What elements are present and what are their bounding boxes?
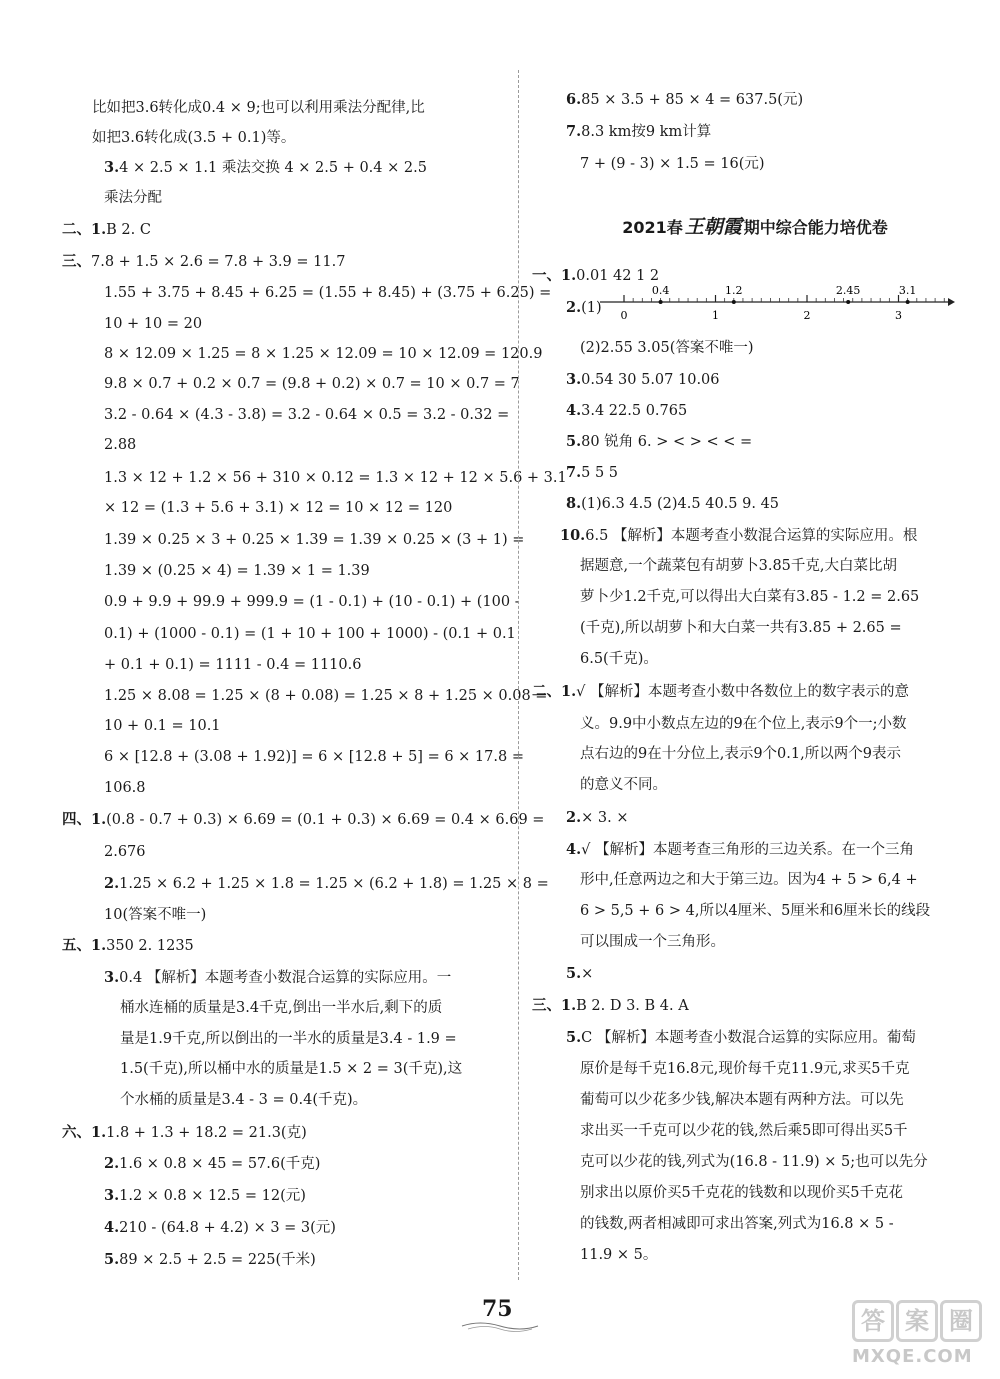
item-number: 2. [566,809,582,826]
answer-line [62,810,544,830]
answer-text: 1.6 × 0.8 × 45 = 57.6(千克) [119,1156,321,1172]
answer-text: B 2. D 3. B 4. A [576,998,689,1014]
answer-line [104,747,524,767]
watermark-char-3: 圈 [940,1300,982,1342]
answer-line [104,592,520,612]
item-number: 8. [566,495,582,512]
answer-line [104,374,520,394]
answer-line [104,314,202,334]
answer-text: 10(答案不唯一) [104,907,207,923]
answer-text: 1.5(千克),所以桶中水的质量是1.5 × 2 = 3(千克),这 [120,1061,463,1077]
answer-line [62,936,194,956]
answer-text: 11.9 × 5。 [580,1247,658,1263]
point-marker [846,300,850,304]
answer-line [580,1059,910,1079]
answer-line [104,344,542,364]
answer-text: × 12 = (1.3 + 5.6 + 3.1) × 12 = 10 × 12 = 120 [104,500,453,516]
answer-line [104,188,162,208]
answer-line [580,775,667,795]
answer-line [566,122,711,142]
answer-text: 2.88 [104,437,137,453]
answer-text: × 3. × [581,810,629,826]
answer-text: 0.01 42 1 2 [576,268,660,284]
brand-name: 王朝霞 [684,216,742,238]
answer-text: B 2. C [106,222,151,238]
answer-line [92,128,295,148]
answer-text: 原价是每千克16.8元,现价每千克11.9元,求买5千克 [580,1061,910,1077]
answer-text: 1.25 × 6.2 + 1.25 × 1.8 = 1.25 × (6.2 + 1.8) = 1.25 × 8 = [119,876,549,892]
answer-text: 如把3.6转化成(3.5 + 0.1)等。 [92,130,296,146]
answer-text: 3.2 - 0.64 × (4.3 - 3.8) = 3.2 - 0.64 × 0.5 = 3.2 - 0.32 = [104,407,510,423]
answer-text: (千克),所以胡萝卜和大白菜一共有3.85 + 2.65 = [580,620,902,636]
number-line [600,286,955,326]
answer-text: 据题意,一个蔬菜包有胡萝卜3.85千克,大白菜比胡 [580,558,898,574]
point-marker [659,300,663,304]
item-number: 3. [104,969,120,986]
section-title-text: 期中综合能力培优卷 [743,218,888,237]
column-divider [518,70,519,1280]
answer-text: √ 【解析】本题考查三角形的三边关系。在一个三角 [581,842,914,858]
item-number: 3. [104,1187,120,1204]
watermark-char-1: 答 [852,1300,894,1342]
answer-line [104,874,549,894]
answer-line [566,808,629,828]
answer-text: 点右边的9在十分位上,表示9个0.1,所以两个9表示 [580,746,901,762]
item-number: 二、1. [532,683,577,700]
tick-label: 2 [803,309,811,322]
answer-line [560,526,917,546]
point-label: 1.2 [725,286,743,297]
answer-text: 5 5 5 [581,465,619,481]
answer-text: 形中,任意两边之和大于第三边。因为4 + 5 > 6,4 + [580,872,918,888]
answer-text: 89 × 2.5 + 2.5 = 225(千米) [119,1252,316,1268]
point-label: 0.4 [651,286,670,297]
item-number: 2. [104,1155,120,1172]
point-label: 3.1 [898,286,917,297]
answer-text: 葡萄可以少花多少钱,解决本题有两种方法。可以先 [580,1092,904,1108]
answer-line [104,686,547,706]
item-number: 4. [104,1219,120,1236]
watermark [852,1300,982,1372]
answer-line [580,744,901,764]
answer-line [580,932,725,952]
answer-line [104,158,427,178]
answer-text: 1.39 × 0.25 × 3 + 0.25 × 1.39 = 1.39 × 0.25 × (3 + 1) = [104,532,525,548]
answer-line [104,905,206,925]
answer-text: 8.3 km按9 km计算 [581,124,712,140]
item-number: 六、1. [62,1124,107,1141]
item-number: 一、1. [532,267,577,284]
answer-text: 6 > 5,5 + 6 > 4,所以4厘米、5厘米和6厘米长的线段 [580,903,931,919]
answer-line [566,964,593,984]
answer-text: (1) [581,300,602,316]
answer-line [104,1186,306,1206]
answer-line [580,901,930,921]
answer-text: 桶水连桶的质量是3.4千克,倒出一半水后,剩下的质 [120,1000,443,1016]
answer-line [120,998,442,1018]
answer-text: 4 × 2.5 × 1.1 乘法交换 4 × 2.5 + 0.4 × 2.5 [119,160,427,176]
item-number: 7. [566,123,582,140]
answer-line [104,405,509,425]
answer-text: 3.4 22.5 0.765 [581,403,688,419]
answer-text: 乘法分配 [104,190,162,206]
item-number: 三、 [62,253,91,270]
answer-line [580,1090,904,1110]
answer-text: 6.5 【解析】本题考查小数混合运算的实际应用。根 [585,528,918,544]
answer-line [580,618,902,638]
answer-line [580,1121,908,1141]
page-number: 75 [482,1296,513,1322]
item-number: 四、1. [62,811,107,828]
answer-line [580,1152,928,1172]
answer-line [580,1245,657,1265]
answer-line [92,98,425,118]
answer-line [566,494,779,514]
answer-text: 义。9.9中小数点左边的9在个位上,表示9个一;小数 [580,716,907,732]
answer-text: 6.5(千克)。 [580,651,658,667]
answer-text: 1.2 × 0.8 × 12.5 = 12(元) [119,1188,306,1204]
answer-text: 1.8 + 1.3 + 18.2 = 21.3(克) [106,1125,307,1141]
answer-line [62,252,345,272]
answer-text: 个水桶的质量是3.4 - 3 = 0.4(千克)。 [120,1092,368,1108]
answer-line [62,220,151,240]
answer-text: 9.8 × 0.7 + 0.2 × 0.7 = (9.8 + 0.2) × 0.7 = 10 × 0.7 = 7 [104,376,520,392]
answer-line [566,401,687,421]
item-number: 6. [566,91,582,108]
answer-text: 量是1.9千克,所以倒出的一半水的质量是3.4 - 1.9 = [120,1031,457,1047]
item-number: 三、1. [532,997,577,1014]
answer-line [104,1154,320,1174]
answer-line [580,154,765,174]
answer-line [580,714,907,734]
item-number: 5. [566,1029,582,1046]
answer-text: 0.54 30 5.07 10.06 [581,372,720,388]
section-title-year: 2021春 [622,218,683,237]
item-number: 五、1. [62,937,107,954]
answer-line [120,1029,457,1049]
answer-line [580,587,919,607]
answer-line [104,283,551,303]
item-number: 4. [566,402,582,419]
answer-text: 10 + 0.1 = 10.1 [104,718,221,734]
item-number: 10. [560,527,586,544]
item-number: 7. [566,464,582,481]
answer-line [566,840,914,860]
answer-line [104,624,516,644]
answer-line [104,968,451,988]
answer-text: 7.8 + 1.5 × 2.6 = 7.8 + 3.9 = 11.7 [91,254,346,270]
answer-line [532,682,909,702]
point-label: 2.45 [835,286,861,297]
answer-text: 克可以少花的钱,列式为(16.8 - 11.9) × 5;也可以先分 [580,1154,928,1170]
watermark-url: MXQE.COM [852,1346,973,1367]
answer-text: 10 + 10 = 20 [104,316,203,332]
answer-line [580,870,918,890]
answer-text: 106.8 [104,780,146,796]
item-number: 二、1. [62,221,107,238]
answer-line [104,498,452,518]
tick-label: 3 [895,309,902,322]
watermark-char-2: 案 [896,1300,938,1342]
answer-text: 0.9 + 9.9 + 99.9 + 999.9 = (1 - 0.1) + (10 - 0.1) + (100 - [104,594,520,610]
answer-line [580,649,658,669]
answer-text: (0.8 - 0.7 + 0.3) × 6.69 = (0.1 + 0.3) × 6.69 = 0.4 × 6.69 = [106,812,545,828]
item-number: 3. [104,159,120,176]
answer-line [104,530,524,550]
answer-line [104,1250,316,1270]
answer-text: 比如把3.6转化成0.4 × 9;也可以利用乘法分配律,比 [92,100,425,116]
answer-text: 的钱数,两者相减即可求出答案,列式为16.8 × 5 - [580,1216,894,1232]
answer-text: 求出买一千克可以少花的钱,然后乘5即可得出买5千 [580,1123,908,1139]
answer-text: 的意义不同。 [580,777,667,793]
answer-text: 350 2. 1235 [106,938,194,954]
point-marker [732,300,736,304]
answer-text: (1)6.3 4.5 (2)4.5 40.5 9. 45 [581,496,780,512]
item-number: 4. [566,841,582,858]
answer-line [580,1214,894,1234]
answer-line [580,556,897,576]
answer-text: 1.3 × 12 + 1.2 × 56 + 310 × 0.12 = 1.3 × 12 + 12 × 5.6 + 3.1 [104,470,567,486]
item-number: 5. [104,1251,120,1268]
answer-text: C 【解析】本题考查小数混合运算的实际应用。葡萄 [581,1030,916,1046]
answer-line [104,1218,336,1238]
item-number: 5. [566,433,582,450]
answer-text: 萝卜少1.2千克,可以得出大白菜有3.85 - 1.2 = 2.65 [580,589,920,605]
item-number: 2. [566,299,582,316]
answer-line [104,561,370,581]
answer-line [566,432,752,452]
answer-line [104,655,361,675]
answer-text: + 0.1 + 0.1) = 1111 - 0.4 = 1110.6 [104,657,362,673]
answer-line [104,842,146,862]
answer-line [120,1059,462,1079]
item-number: 5. [566,965,582,982]
page-ornament [460,1318,540,1332]
answer-text: √ 【解析】本题考查小数中各数位上的数字表示的意 [576,684,909,700]
answer-text: 7 + (9 - 3) × 1.5 = 16(元) [580,156,765,172]
answer-text: 8 × 12.09 × 1.25 = 8 × 1.25 × 12.09 = 10 × 12.09 = 120.9 [104,346,543,362]
item-number: 2. [104,875,120,892]
answer-line [566,90,803,110]
answer-text: 1.39 × (0.25 × 4) = 1.39 × 1 = 1.39 [104,563,370,579]
answer-line [566,298,602,318]
answer-line [580,1183,903,1203]
answer-line [566,1028,916,1048]
answer-text: 0.4 【解析】本题考查小数混合运算的实际应用。一 [119,970,452,986]
answer-line [104,716,221,736]
answer-line [532,996,689,1016]
answer-text: 1.25 × 8.08 = 1.25 × (8 + 0.08) = 1.25 × 8 + 1.25 × 0.08 = [104,688,548,704]
answer-text: 别求出以原价买5千克花的钱数和以现价买5千克花 [580,1185,903,1201]
answer-line [104,778,146,798]
answer-text: 80 锐角 6. > < > < < = [581,434,753,450]
answer-text: 可以围成一个三角形。 [580,934,725,950]
answer-line [120,1090,367,1110]
answer-line [566,463,618,483]
answer-text: 85 × 3.5 + 85 × 4 = 637.5(元) [581,92,804,108]
tick-label: 1 [712,309,719,322]
item-number: 3. [566,371,582,388]
answer-text: 2.676 [104,844,146,860]
answer-line [566,370,720,390]
answer-text: 0.1) + (1000 - 0.1) = (1 + 10 + 100 + 1000) - (0.1 + 0.1 [104,626,516,642]
section-title [575,215,935,240]
answer-text: 6 × [12.8 + (3.08 + 1.92)] = 6 × [12.8 + 5] = 6 × 17.8 = [104,749,524,765]
answer-text: × [581,966,594,982]
answer-line [62,1123,307,1143]
answer-text: 210 - (64.8 + 4.2) × 3 = 3(元) [119,1220,336,1236]
point-marker [906,300,910,304]
tick-label: 0 [620,309,628,322]
answer-line [580,338,754,358]
answer-line [104,435,136,455]
answer-line [104,468,567,488]
answer-text: 1.55 + 3.75 + 8.45 + 6.25 = (1.55 + 8.45) + (3.75 + 6.25) = [104,285,552,301]
answer-text: (2)2.55 3.05(答案不唯一) [580,340,754,356]
answer-line [532,266,659,286]
